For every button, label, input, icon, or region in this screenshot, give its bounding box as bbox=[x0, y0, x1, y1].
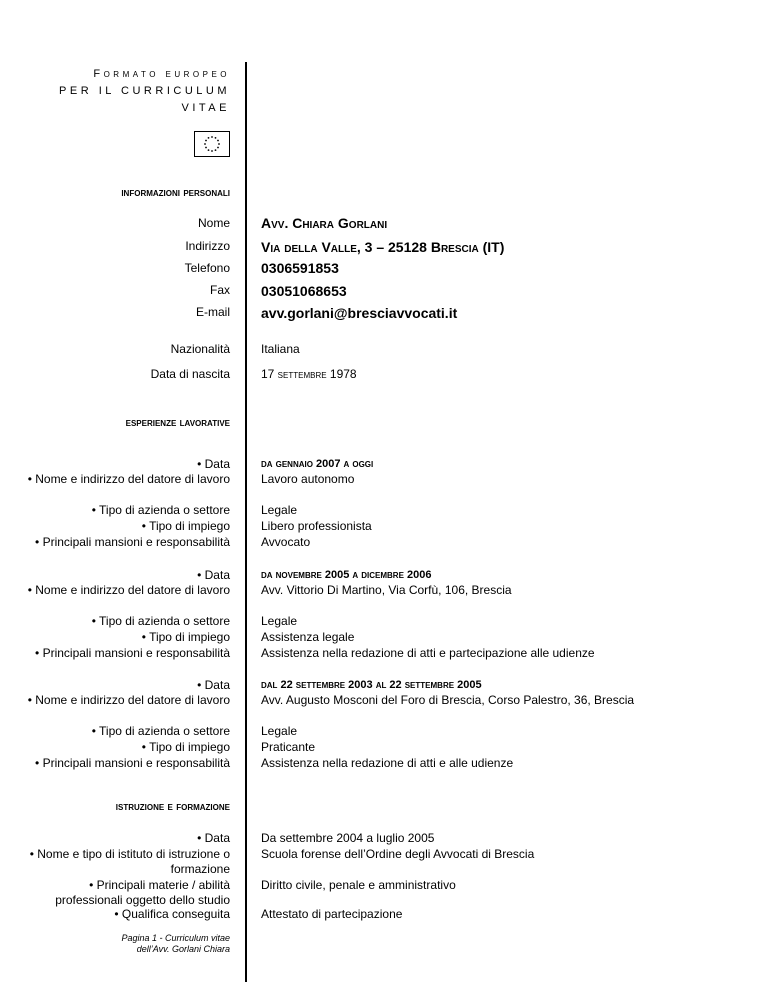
label-phone: Telefono bbox=[184, 261, 230, 275]
label-nationality: Nazionalità bbox=[170, 342, 230, 356]
exp1-employer: Lavoro autonomo bbox=[261, 472, 355, 486]
exp3-label-jobtype: • Tipo di impiego bbox=[141, 740, 230, 754]
exp1-jobtype: Libero professionista bbox=[261, 519, 372, 533]
value-address: Via della Valle, 3 – 25128 Brescia (IT) bbox=[261, 239, 505, 255]
cv-title-line2: PER IL CURRICULUM bbox=[59, 85, 230, 97]
cv-title bbox=[59, 66, 230, 117]
value-fax: 03051068653 bbox=[261, 283, 347, 299]
exp3-date: dal 22 settembre 2003 al 22 settembre 2005 bbox=[261, 679, 482, 691]
value-birth: 17 settembre 1978 bbox=[261, 367, 357, 381]
page-footer bbox=[121, 933, 230, 955]
exp2-jobtype: Assistenza legale bbox=[261, 630, 355, 644]
exp1-label-jobtype: • Tipo di impiego bbox=[141, 519, 230, 533]
edu-label-qualification: • Qualifica conseguita bbox=[114, 907, 230, 921]
value-name-prefix: Avv. Chiara bbox=[261, 215, 335, 231]
exp2-label-duties: • Principali mansioni e responsabilità bbox=[35, 646, 230, 660]
value-nationality: Italiana bbox=[261, 342, 300, 356]
exp1-sector: Legale bbox=[261, 503, 298, 517]
label-address: Indirizzo bbox=[185, 239, 230, 253]
exp2-label-date: • Data bbox=[197, 568, 230, 582]
exp2-label-jobtype: • Tipo di impiego bbox=[141, 630, 230, 644]
exp2-duties: Assistenza nella redazione di atti e partecipazione alle udienze bbox=[261, 646, 595, 660]
section-title-education: istruzione e formazione bbox=[115, 799, 230, 813]
exp2-label-sector: • Tipo di azienda o settore bbox=[91, 614, 230, 628]
cv-title-line1: Formato europeo bbox=[93, 68, 230, 80]
cv-title-line3: VITAE bbox=[181, 102, 230, 114]
edu-institute: Scuola forense dell’Ordine degli Avvocati di Brescia bbox=[261, 847, 535, 861]
edu-date: Da settembre 2004 a luglio 2005 bbox=[261, 831, 435, 845]
exp3-jobtype: Praticante bbox=[261, 740, 316, 754]
exp3-sector: Legale bbox=[261, 724, 298, 738]
exp1-label-duties: • Principali mansioni e responsabilità bbox=[35, 535, 230, 549]
exp3-label-duties: • Principali mansioni e responsabilità bbox=[35, 756, 230, 770]
value-phone: 0306591853 bbox=[261, 260, 339, 276]
eu-flag-icon bbox=[194, 131, 230, 157]
exp3-label-date: • Data bbox=[197, 678, 230, 692]
label-email: E-mail bbox=[195, 305, 230, 319]
exp2-label-employer: • Nome e indirizzo del datore di lavoro bbox=[27, 583, 230, 597]
exp3-duties: Assistenza nella redazione di atti e alle udienze bbox=[261, 756, 514, 770]
edu-subjects: Diritto civile, penale e amministrativo bbox=[261, 878, 456, 892]
edu-label-date: • Data bbox=[197, 831, 230, 845]
footer-line2: dell’Avv. Gorlani Chiara bbox=[136, 944, 230, 954]
exp3-label-sector: • Tipo di azienda o settore bbox=[91, 724, 230, 738]
edu-label-institute: • Nome e tipo di istituto di istruzione o formazione bbox=[29, 847, 230, 876]
value-name bbox=[261, 215, 387, 232]
exp1-date: da gennaio 2007 a oggi bbox=[261, 458, 374, 470]
exp1-label-date: • Data bbox=[197, 457, 230, 471]
exp1-label-sector: • Tipo di azienda o settore bbox=[91, 503, 230, 517]
label-fax: Fax bbox=[209, 283, 230, 297]
column-divider bbox=[245, 62, 247, 982]
section-title-personal: informazioni personali bbox=[121, 185, 230, 199]
label-birth: Data di nascita bbox=[150, 367, 230, 381]
exp2-employer: Avv. Vittorio Di Martino, Via Corfù, 106, Brescia bbox=[261, 583, 512, 597]
section-title-experience: esperienze lavorative bbox=[125, 415, 230, 429]
exp3-label-employer: • Nome e indirizzo del datore di lavoro bbox=[27, 693, 230, 707]
footer-line1: Pagina 1 - Curriculum vitae bbox=[121, 933, 230, 943]
value-name-surname: Gorlani bbox=[337, 215, 388, 231]
exp3-employer: Avv. Augusto Mosconi del Foro di Brescia, Corso Palestro, 36, Brescia bbox=[261, 693, 635, 707]
exp2-date: da novembre 2005 a dicembre 2006 bbox=[261, 569, 432, 581]
value-email[interactable]: avv.gorlani@bresciavvocati.it bbox=[261, 305, 458, 321]
exp1-label-employer: • Nome e indirizzo del datore di lavoro bbox=[27, 472, 230, 486]
edu-label-subjects: • Principali materie / abilità professionali oggetto dello studio bbox=[55, 878, 230, 907]
edu-qualification: Attestato di partecipazione bbox=[261, 907, 403, 921]
exp1-duties: Avvocato bbox=[261, 535, 311, 549]
exp2-sector: Legale bbox=[261, 614, 298, 628]
label-name: Nome bbox=[197, 216, 230, 230]
